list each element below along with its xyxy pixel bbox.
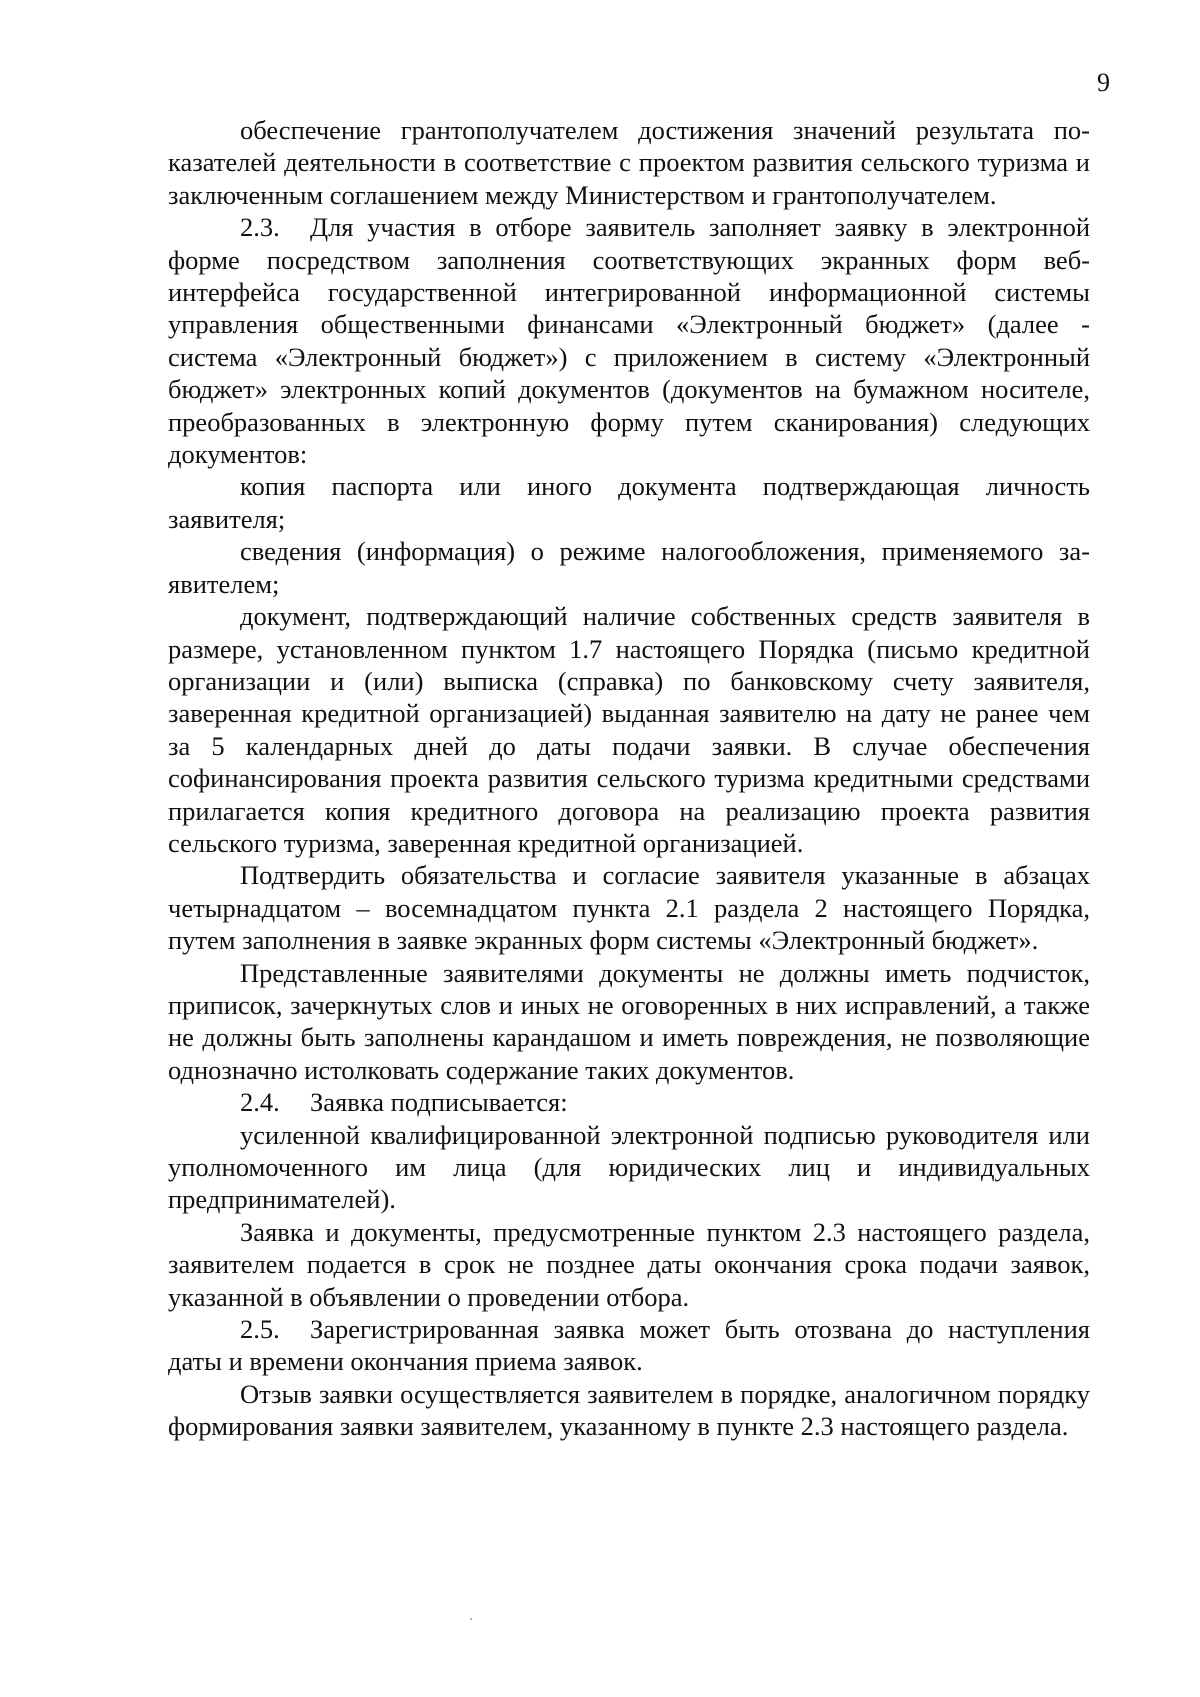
document-body (168, 114, 1090, 1443)
paragraph-text: Зарегистрированная заявка может быть отозвана до наступления даты и времени окончания приема заявок. (168, 1314, 1090, 1377)
paragraph (168, 957, 1090, 1087)
paragraph-text: Подтвердить обязательства и согласие заявителя указанные в абзацах четырнадцатом – восемнадцатом пункта 2.1 раздела 2 настоящего Порядка, путем заполнения в заявке экранных форм системы «Электронный бюджет». (168, 860, 1090, 956)
paragraph-text: Представленные заявителями документы не должны иметь подчисток, приписок, зачеркнутых слов и иных не оговоренных в них исправлений, а также не должны быть заполнены карандашом и иметь повреждения, не позволяющие однозначно истолковать содержание таких документов. (168, 957, 1090, 1085)
paragraph-text: Отзыв заявки осуществляется заявителем в порядке, аналогичном порядку формирования заявки заявителем, указанному в пункте 2.3 настоящего раздела. (168, 1378, 1090, 1442)
paragraph (168, 211, 1090, 470)
paragraph-text: обеспечение грантополучателем достижения значений результата показателей деятельности в соответствие с проектом развития сельского туризма и заключенным соглашением между Министерством и грантополучателем. (168, 115, 1090, 210)
paragraph-text: Заявка и документы, предусмотренные пунктом 2.3 настоящего раздела, заявителем подается в срок не позднее даты окончания срока подачи заявок, указанной в объявлении о проведении отбора. (168, 1216, 1090, 1312)
paragraph (168, 114, 1090, 211)
paragraph-text: Для участия в отборе заявитель заполняет заявку в электронной форме посредством заполнения соответствующих экранных форм веб-интерфейса государственной интегрированной информационной системы управления общественными финансами «Электронный бюджет» (далее - система «Электронный бюджет») с приложением в систему «Электронный бюджет» электронных копий документов (документов на бумажном носителе, преобразованных в электронную форму путем сканирования) следующих документов: (168, 212, 1090, 470)
paragraph (168, 1378, 1090, 1443)
paragraph (168, 600, 1090, 859)
paragraph-text: документ, подтверждающий наличие собственных средств заявителя в размере, установленном пунктом 1.7 настоящего Порядка (письмо кредитной организации и (или) выписка (справка) по банковскому счету заявителя, заверенная кредитной организацией) выданная заявителю на дату не ранее чем за 5 календарных дней до даты подачи заявки. В случае обеспечения софинансирования проекта развития сельского туризма кредитными средствами прилагается копия кредитного договора на реализацию проекта развития сельского туризма, заверенная кредитной организацией. (168, 601, 1090, 858)
paragraph-text: Заявка подписывается: (310, 1087, 568, 1118)
paragraph-text: сведения (информация) о режиме налогообложения, применяемого заявителем; (168, 536, 1090, 599)
paragraph (168, 1086, 1090, 1118)
paragraph (168, 535, 1090, 600)
clause-number: 2.5. (240, 1314, 280, 1345)
paragraph-text: усиленной квалифицированной электронной подписью руководителя или уполномоченного им лица (для юридических лиц и индивидуальных предпринимателей). (168, 1119, 1090, 1215)
page-number: 9 (1097, 68, 1110, 97)
paragraph (168, 859, 1090, 956)
paragraph-text: копия паспорта или иного документа подтверждающая личность заявителя; (168, 471, 1090, 534)
paragraph (168, 1313, 1090, 1378)
scan-speck (470, 1618, 472, 1620)
paragraph (168, 1216, 1090, 1313)
paragraph (168, 1119, 1090, 1216)
paragraph (168, 470, 1090, 535)
clause-number: 2.4. (240, 1087, 280, 1118)
clause-number: 2.3. (240, 212, 280, 243)
